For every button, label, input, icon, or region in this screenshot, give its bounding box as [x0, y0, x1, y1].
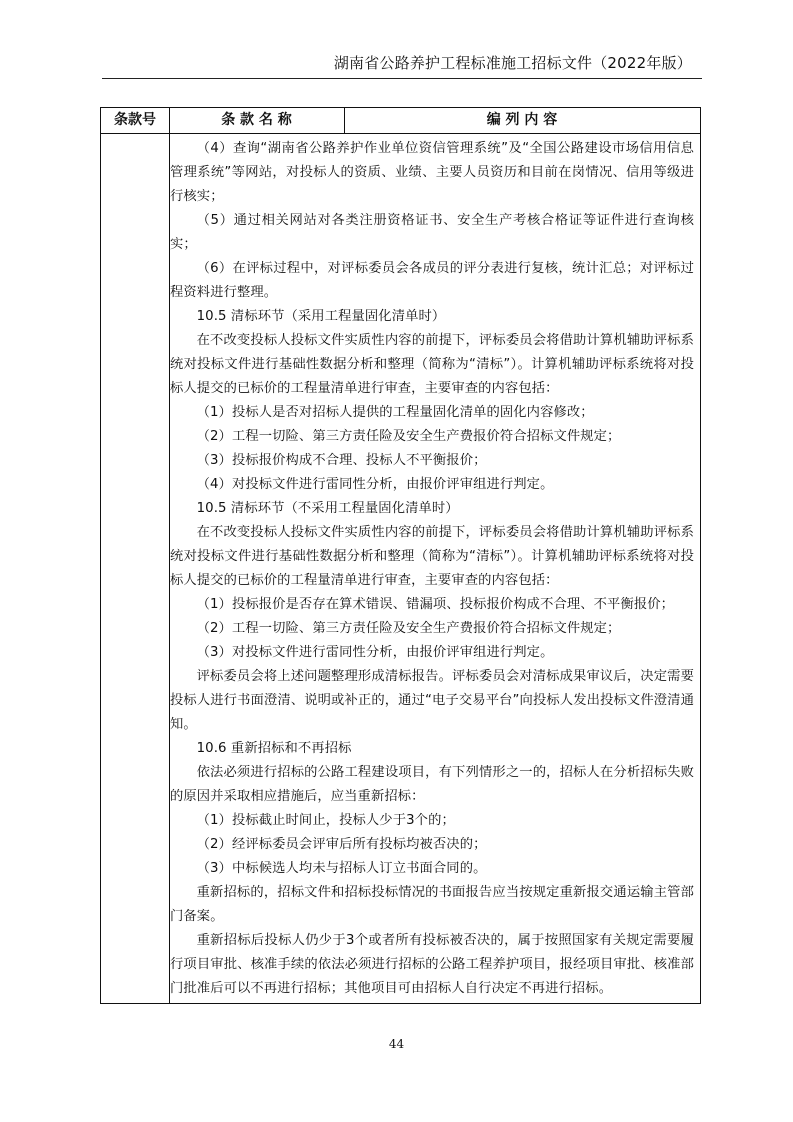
- list-item: （3）中标候选人均未与招标人订立书面合同的。: [196, 861, 487, 876]
- content-cell: [170, 137, 694, 1001]
- section-heading: 10.6 重新招标和不再招标: [196, 741, 352, 756]
- column-header-content: 编 列 内 容: [486, 112, 558, 128]
- paragraph: （5）通过相关网站对各类注册资格证书、安全生产考核合格证等证件进行查询核实；: [170, 213, 694, 252]
- table-header-row: [101, 108, 700, 134]
- list-item: （3）投标报价构成不合理、投标人不平衡报价；: [196, 453, 487, 468]
- paragraph: 重新招标的，招标文件和招标投标情况的书面报告应当按规定重新报交通运输主管部门备案。: [170, 885, 694, 924]
- list-item: （1）投标人是否对招标人提供的工程量固化清单的固化内容修改；: [196, 405, 594, 420]
- list-item: （1）投标截止时间止，投标人少于3个的；: [196, 813, 455, 828]
- list-item: （4）对投标文件进行雷同性分析，由报价评审组进行判定。: [196, 477, 554, 492]
- page-header-title: 湖南省公路养护工程标准施工招标文件（2022年版）: [333, 54, 692, 72]
- list-item: （3）对投标文件进行雷同性分析，由报价评审组进行判定。: [196, 645, 554, 660]
- paragraph: 在不改变投标人投标文件实质性内容的前提下，评标委员会将借助计算机辅助评标系统对投标文件进行基础性数据分析和整理（简称为“清标”）。计算机辅助评标系统将对投标人提交的已标价的工程量清单进行审查，主要审查的内容包括：: [170, 525, 694, 588]
- paragraph: （4）查询“湖南省公路养护作业单位资信管理系统”及“全国公路建设市场信用信息管理系统”等网站，对投标人的资质、业绩、主要人员资历和目前在岗情况、信用等级进行核实；: [170, 141, 694, 204]
- page-number: 44: [388, 1037, 405, 1051]
- paragraph: 依法必须进行招标的公路工程建设项目，有下列情形之一的，招标人在分析招标失败的原因并采取相应措施后，应当重新招标：: [170, 765, 694, 804]
- section-heading: 10.5 清标环节（不采用工程量固化清单时）: [196, 501, 459, 516]
- paragraph: 在不改变投标人投标文件实质性内容的前提下，评标委员会将借助计算机辅助评标系统对投标文件进行基础性数据分析和整理（简称为“清标”）。计算机辅助评标系统将对投标人提交的已标价的工程量清单进行审查，主要审查的内容包括：: [170, 333, 694, 396]
- column-header-clause-name: 条 款 名 称: [221, 112, 292, 128]
- paragraph: 重新招标后投标人仍少于3个或者所有投标被否决的，属于按照国家有关规定需要履行项目审批、核准手续的依法必须进行招标的公路工程养护项目，报经项目审批、核准部门批准后可以不再进行招标；其他项目可由招标人自行决定不再进行招标。: [170, 933, 694, 996]
- list-item: （2）工程一切险、第三方责任险及安全生产费报价符合招标文件规定；: [196, 429, 621, 444]
- paragraph: 评标委员会将上述问题整理形成清标报告。评标委员会对清标成果审议后，决定需要投标人进行书面澄清、说明或补正的，通过“电子交易平台”向投标人发出投标文件澄清通知。: [170, 669, 694, 732]
- paragraph: （6）在评标过程中，对评标委员会各成员的评分表进行复核，统计汇总；对评标过程资料进行整理。: [170, 261, 694, 300]
- section-heading: 10.5 清标环节（采用工程量固化清单时）: [196, 309, 446, 324]
- column-header-clause-no: 条款号: [114, 112, 156, 128]
- list-item: （2）经评标委员会评审后所有投标均被否决的；: [196, 837, 487, 852]
- clause-table: [100, 107, 701, 1004]
- list-item: （1）投标报价是否存在算术错误、错漏项、投标报价构成不合理、不平衡报价；: [196, 597, 675, 612]
- header-divider: [102, 78, 702, 79]
- list-item: （2）工程一切险、第三方责任险及安全生产费报价符合招标文件规定；: [196, 621, 621, 636]
- column-divider: [344, 108, 345, 133]
